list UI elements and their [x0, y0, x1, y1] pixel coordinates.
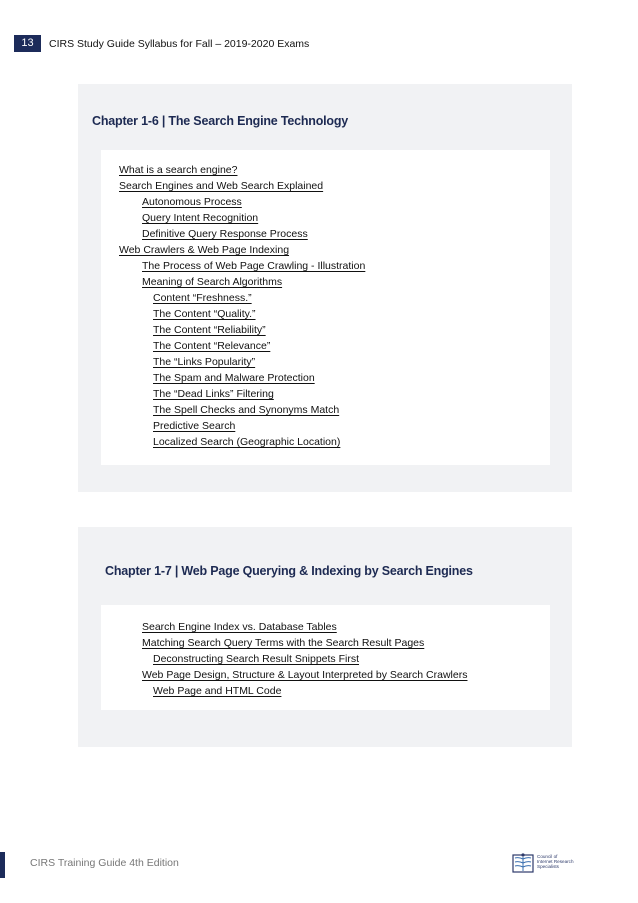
topic-item: [101, 418, 550, 434]
topic-list: [101, 150, 550, 465]
logo-line: Council of: [537, 854, 558, 859]
topic-link[interactable]: Predictive Search: [153, 420, 236, 432]
footer-accent-bar: [0, 852, 5, 878]
topic-link[interactable]: What is a search engine?: [119, 164, 238, 176]
chapter-title: Chapter 1-6 | The Search Engine Technology: [92, 114, 349, 128]
topic-item: [101, 386, 550, 402]
topic-link[interactable]: Web Page Design, Structure & Layout Interpreted by Search Crawlers: [142, 669, 468, 681]
topic-link[interactable]: Web Page and HTML Code: [153, 685, 282, 697]
topic-item: [101, 402, 550, 418]
topic-item: [101, 322, 550, 338]
chapter-1-6-panel: [78, 84, 572, 492]
topic-link[interactable]: The Content “Quality.”: [153, 308, 256, 320]
topic-link[interactable]: Deconstructing Search Result Snippets First: [153, 653, 360, 665]
topic-item: [101, 242, 550, 258]
topic-item: [101, 338, 550, 354]
topic-link[interactable]: Query Intent Recognition: [142, 212, 259, 224]
topic-item: [101, 194, 550, 210]
logo-line: Internet Research: [537, 859, 574, 865]
topic-item: [101, 258, 550, 274]
topic-link[interactable]: Autonomous Process: [142, 196, 242, 208]
topic-item: [101, 619, 550, 635]
topic-item: [101, 306, 550, 322]
topic-link[interactable]: The Content “Relevance”: [153, 340, 271, 352]
topic-item: [101, 210, 550, 226]
topic-item: [101, 683, 550, 699]
topic-link[interactable]: The “Dead Links” Filtering: [153, 388, 274, 400]
topic-item: [101, 434, 550, 450]
topic-item: [101, 162, 550, 178]
topic-item: [101, 178, 550, 194]
cirs-logo: [512, 852, 592, 876]
page-number: 13: [14, 35, 41, 52]
topic-link[interactable]: Matching Search Query Terms with the Search Result Pages: [142, 637, 425, 649]
topic-item: [101, 667, 550, 683]
topic-item: [101, 290, 550, 306]
topic-item: [101, 635, 550, 651]
topic-link[interactable]: The Process of Web Page Crawling - Illustration: [142, 260, 366, 272]
topic-link[interactable]: Web Crawlers & Web Page Indexing: [119, 244, 290, 256]
book-icon: [512, 852, 534, 874]
topic-link[interactable]: Meaning of Search Algorithms: [142, 276, 283, 288]
topic-item: [101, 354, 550, 370]
topic-link[interactable]: Definitive Query Response Process: [142, 228, 308, 240]
logo-text: [537, 854, 589, 870]
chapter-title: Chapter 1-7 | Web Page Querying & Indexing by Search Engines: [105, 564, 473, 578]
topic-link[interactable]: Search Engines and Web Search Explained: [119, 180, 324, 192]
topic-link[interactable]: Content “Freshness.”: [153, 292, 252, 304]
header-title: CIRS Study Guide Syllabus for Fall – 2019-2020 Exams: [49, 38, 310, 50]
topic-item: [101, 226, 550, 242]
chapter-1-7-panel: [78, 527, 572, 747]
topic-list: [101, 605, 550, 710]
footer-edition: CIRS Training Guide 4th Edition: [30, 857, 179, 869]
topic-item: [101, 370, 550, 386]
topic-item: [101, 651, 550, 667]
topic-link[interactable]: The Spell Checks and Synonyms Match: [153, 404, 340, 416]
logo-line: Specialists: [537, 864, 559, 870]
topic-link[interactable]: The “Links Popularity”: [153, 356, 256, 368]
topic-item: [101, 274, 550, 290]
topic-link[interactable]: The Content “Reliability”: [153, 324, 266, 336]
topic-link[interactable]: Search Engine Index vs. Database Tables: [142, 621, 337, 633]
topic-link[interactable]: Localized Search (Geographic Location): [153, 436, 341, 448]
topic-link[interactable]: The Spam and Malware Protection: [153, 372, 315, 384]
